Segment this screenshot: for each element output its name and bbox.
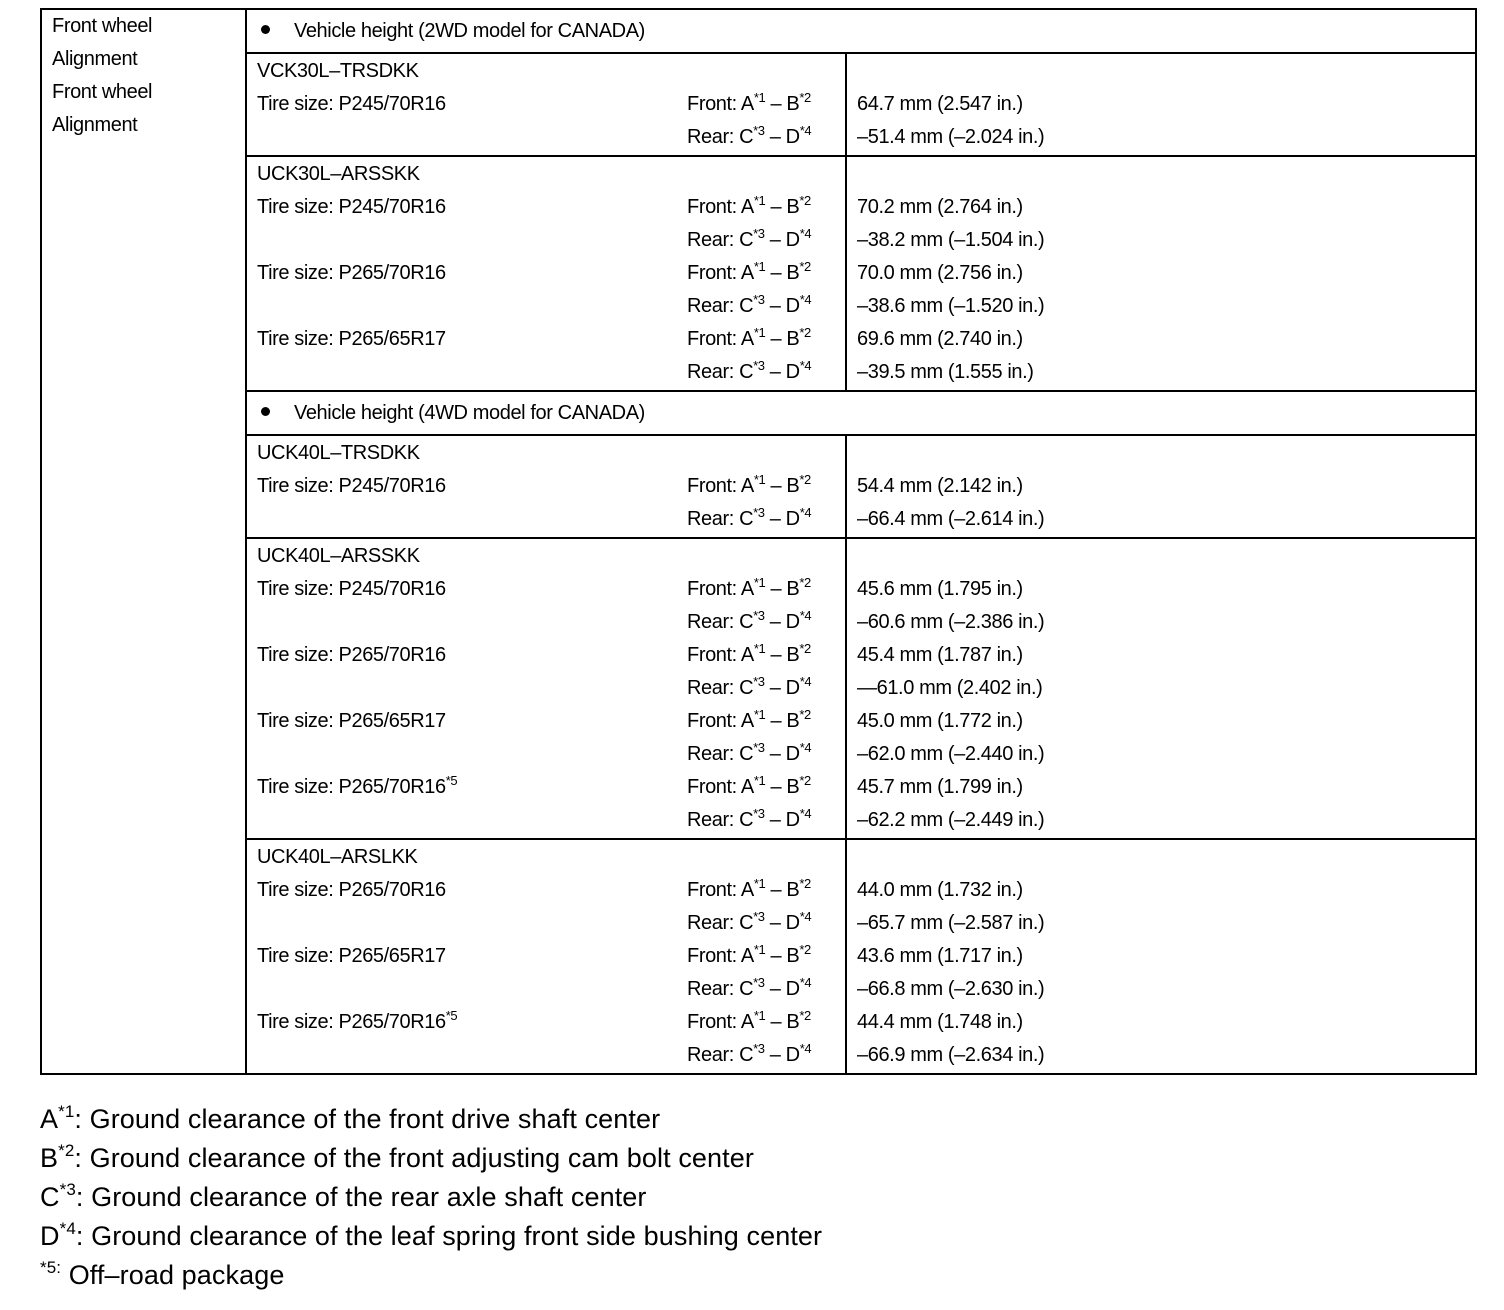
tire-size	[247, 88, 687, 121]
model-code-line	[247, 158, 845, 191]
rear-position-label	[687, 672, 845, 705]
front-position-label-text: – B	[765, 1011, 800, 1033]
model-spec-cell	[246, 538, 846, 839]
model-code: UCK30L–ARSSKK	[257, 163, 420, 185]
rear-position-label-sup: *3	[753, 806, 765, 821]
rear-position-label-sup: *4	[799, 1041, 812, 1056]
rear-position-label-sup: *3	[753, 123, 765, 138]
tire-spacer	[247, 290, 687, 323]
value-block	[847, 539, 1475, 838]
footnote-key: C	[40, 1182, 60, 1212]
footnote-item	[40, 1178, 822, 1217]
rear-line	[247, 907, 845, 940]
tire-size	[247, 874, 687, 907]
tire-size-sup: *5	[445, 1008, 458, 1023]
rear-position-label-sup: *4	[799, 740, 812, 755]
tire-size	[247, 191, 687, 224]
rear-position-label-text: – D	[764, 809, 800, 831]
front-value: 64.7 mm (2.547 in.)	[857, 93, 1023, 115]
tire-spacer	[247, 503, 687, 536]
rear-position-label-sup: *4	[799, 123, 812, 138]
bullet-icon	[261, 407, 270, 416]
rear-value: –66.8 mm (–2.630 in.)	[857, 978, 1045, 1000]
rear-position-label-sup: *4	[799, 806, 812, 821]
model-block	[247, 436, 845, 537]
bullet-icon	[261, 25, 270, 34]
footnote-item	[40, 1256, 822, 1295]
front-position-label-sup: *2	[799, 325, 811, 340]
front-line	[247, 771, 845, 804]
front-position-label-text: – B	[765, 710, 800, 732]
front-position-label-text: Front: A	[687, 710, 754, 732]
front-position-label-text: Front: A	[687, 262, 754, 284]
front-position-label-text: – B	[765, 262, 800, 284]
value-block	[847, 157, 1475, 390]
front-position-label-text: Front: A	[687, 945, 754, 967]
spacer-line	[847, 437, 1475, 470]
tire-size-text: Tire size: P265/70R16	[257, 879, 446, 901]
tire-spacer	[247, 224, 687, 257]
model-block	[247, 54, 845, 155]
value-cell	[846, 538, 1476, 839]
rear-position-label-text: – D	[764, 611, 800, 633]
model-code-line	[247, 437, 845, 470]
spacer-line	[847, 540, 1475, 573]
front-position-label-text: Front: A	[687, 776, 754, 798]
front-value: 45.7 mm (1.799 in.)	[857, 776, 1023, 798]
rear-line	[247, 738, 845, 771]
left-label-cell	[41, 9, 246, 1074]
front-position-label	[687, 771, 845, 804]
front-position-label	[687, 257, 845, 290]
footnote-text: : Ground clearance of the front drive shaft center	[74, 1104, 661, 1134]
rear-position-label-sup: *3	[753, 292, 765, 307]
value-cell	[846, 156, 1476, 391]
rear-position-label	[687, 356, 845, 389]
front-position-label-sup: *2	[799, 942, 811, 957]
rear-position-label-text: – D	[764, 978, 800, 1000]
section-heading	[246, 9, 1476, 53]
rear-position-label-text: – D	[764, 677, 800, 699]
front-position-label-text: Front: A	[687, 578, 754, 600]
footnote-key: D	[40, 1221, 60, 1251]
front-position-label-sup: *2	[799, 259, 811, 274]
front-position-label-text: – B	[765, 945, 800, 967]
front-value: 54.4 mm (2.142 in.)	[857, 475, 1023, 497]
rear-position-label-sup: *3	[753, 505, 765, 520]
rear-position-label	[687, 804, 845, 837]
left-label-line: Alignment	[52, 114, 138, 136]
model-code: UCK40L–ARSSKK	[257, 545, 420, 567]
rear-position-label-sup: *3	[753, 226, 765, 241]
tire-size-text: Tire size: P245/70R16	[257, 196, 446, 218]
model-row	[41, 839, 1476, 1074]
left-label-line: Front wheel	[52, 81, 153, 103]
front-position-label-sup: *1	[753, 193, 766, 208]
model-code: VCK30L–TRSDKK	[257, 60, 419, 82]
rear-position-label-text: Rear: C	[687, 809, 754, 831]
spacer-line	[847, 158, 1475, 191]
front-line	[247, 874, 845, 907]
tire-size	[247, 705, 687, 738]
rear-value: –62.2 mm (–2.449 in.)	[857, 809, 1045, 831]
front-line	[247, 88, 845, 121]
rear-value: –65.7 mm (–2.587 in.)	[857, 912, 1045, 934]
footnote-item	[40, 1139, 822, 1178]
rear-position-label-text: – D	[764, 229, 800, 251]
front-line	[247, 191, 845, 224]
model-spec-cell	[246, 839, 846, 1074]
tire-size-text: Tire size: P265/65R17	[257, 710, 446, 732]
rear-position-label-sup: *4	[799, 292, 812, 307]
rear-position-label-text: Rear: C	[687, 1044, 754, 1066]
front-position-label	[687, 470, 845, 503]
model-spec-cell	[246, 53, 846, 156]
section-heading-text: Vehicle height (4WD model for CANADA)	[294, 401, 645, 424]
front-position-label-text: Front: A	[687, 196, 754, 218]
value-block	[847, 54, 1475, 155]
rear-position-label	[687, 973, 845, 1006]
tire-spacer	[247, 121, 687, 154]
rear-value: –60.6 mm (–2.386 in.)	[857, 611, 1045, 633]
section-heading-row	[41, 391, 1476, 435]
model-code: UCK40L–TRSDKK	[257, 442, 420, 464]
rear-position-label	[687, 121, 845, 154]
model-spec-cell	[246, 156, 846, 391]
front-value: 69.6 mm (2.740 in.)	[857, 328, 1023, 350]
left-label-line: Alignment	[52, 48, 138, 70]
front-position-label-sup: *1	[753, 325, 766, 340]
front-position-label-sup: *1	[753, 1008, 766, 1023]
value-cell	[846, 53, 1476, 156]
front-position-label-text: Front: A	[687, 644, 754, 666]
front-line	[247, 705, 845, 738]
front-position-label-sup: *1	[753, 472, 766, 487]
rear-position-label-text: – D	[764, 1044, 800, 1066]
spacer-line	[847, 841, 1475, 874]
front-position-label-text: – B	[765, 196, 800, 218]
spacer-line	[847, 55, 1475, 88]
rear-value: –38.2 mm (–1.504 in.)	[857, 229, 1045, 251]
rear-position-label-sup: *4	[799, 505, 812, 520]
footnote-text: : Ground clearance of the rear axle shaft center	[75, 1182, 647, 1212]
rear-position-label-sup: *4	[799, 226, 812, 241]
front-position-label-sup: *1	[753, 942, 766, 957]
rear-position-label	[687, 290, 845, 323]
front-position-label-sup: *2	[799, 90, 811, 105]
front-line	[247, 470, 845, 503]
rear-position-label-text: Rear: C	[687, 508, 754, 530]
rear-position-label-sup: *4	[799, 909, 812, 924]
value-cell	[846, 435, 1476, 538]
rear-line	[247, 672, 845, 705]
rear-value: –51.4 mm (–2.024 in.)	[857, 126, 1045, 148]
tire-spacer	[247, 356, 687, 389]
rear-position-label-sup: *3	[753, 740, 765, 755]
model-code-line	[247, 55, 845, 88]
tire-size-text: Tire size: P265/70R16	[257, 1011, 446, 1033]
rear-line	[247, 356, 845, 389]
front-position-label-sup: *1	[753, 876, 766, 891]
footnote-text: : Ground clearance of the front adjusting cam bolt center	[74, 1143, 754, 1173]
front-value: 70.0 mm (2.756 in.)	[857, 262, 1023, 284]
model-block	[247, 539, 845, 838]
footnote-sup: *4	[59, 1219, 76, 1238]
tire-size-text: Tire size: P265/70R16	[257, 776, 446, 798]
rear-line	[247, 973, 845, 1006]
front-value: 44.0 mm (1.732 in.)	[857, 879, 1023, 901]
rear-position-label-text: Rear: C	[687, 743, 754, 765]
section-heading	[246, 391, 1476, 435]
front-line	[247, 940, 845, 973]
front-line	[247, 1006, 845, 1039]
rear-position-label	[687, 503, 845, 536]
rear-position-label-text: Rear: C	[687, 229, 754, 251]
rear-position-label	[687, 606, 845, 639]
front-position-label-text: Front: A	[687, 879, 754, 901]
front-position-label-sup: *2	[799, 193, 811, 208]
rear-line	[247, 1039, 845, 1072]
model-row	[41, 156, 1476, 391]
front-value: 45.0 mm (1.772 in.)	[857, 710, 1023, 732]
section-heading-text: Vehicle height (2WD model for CANADA)	[294, 19, 645, 42]
front-value: 70.2 mm (2.764 in.)	[857, 196, 1023, 218]
front-value: 45.6 mm (1.795 in.)	[857, 578, 1023, 600]
rear-position-label-text: Rear: C	[687, 361, 754, 383]
section-heading-row	[41, 9, 1476, 53]
rear-position-label	[687, 907, 845, 940]
model-block	[247, 840, 845, 1073]
tire-size-text: Tire size: P245/70R16	[257, 475, 446, 497]
rear-line	[247, 804, 845, 837]
rear-position-label	[687, 738, 845, 771]
tire-spacer	[247, 907, 687, 940]
rear-position-label-text: Rear: C	[687, 677, 754, 699]
front-position-label-sup: *2	[799, 472, 811, 487]
model-code-line	[247, 540, 845, 573]
tire-spacer	[247, 1039, 687, 1072]
footnote-text: : Ground clearance of the leaf spring front side bushing center	[75, 1221, 823, 1251]
rear-position-label-sup: *4	[799, 358, 812, 373]
tire-spacer	[247, 672, 687, 705]
spec-table-body	[41, 9, 1476, 1074]
front-position-label-sup: *1	[753, 773, 766, 788]
rear-line	[247, 121, 845, 154]
tire-size	[247, 257, 687, 290]
front-position-label-text: Front: A	[687, 1011, 754, 1033]
front-position-label-text: – B	[765, 879, 800, 901]
model-code-line	[247, 841, 845, 874]
footnote-sup: *1	[58, 1102, 75, 1121]
value-block	[847, 840, 1475, 1073]
front-position-label-text: – B	[765, 578, 800, 600]
model-row	[41, 435, 1476, 538]
front-value: 43.6 mm (1.717 in.)	[857, 945, 1023, 967]
front-position-label-sup: *2	[799, 575, 811, 590]
tire-size-text: Tire size: P245/70R16	[257, 578, 446, 600]
front-position-label	[687, 573, 845, 606]
rear-line	[247, 606, 845, 639]
model-row	[41, 538, 1476, 839]
front-line	[247, 323, 845, 356]
spec-table	[40, 8, 1477, 1075]
rear-position-label-text: – D	[764, 295, 800, 317]
tire-spacer	[247, 804, 687, 837]
rear-position-label	[687, 1039, 845, 1072]
tire-size	[247, 470, 687, 503]
tire-size	[247, 940, 687, 973]
front-position-label-sup: *2	[799, 707, 811, 722]
value-cell	[846, 839, 1476, 1074]
rear-value: –66.4 mm (–2.614 in.)	[857, 508, 1045, 530]
rear-position-label	[687, 224, 845, 257]
front-position-label-sup: *1	[753, 90, 766, 105]
tire-size	[247, 639, 687, 672]
tire-size-text: Tire size: P245/70R16	[257, 93, 446, 115]
rear-position-label-sup: *4	[799, 608, 812, 623]
rear-line	[247, 503, 845, 536]
rear-line	[247, 290, 845, 323]
tire-size	[247, 1006, 687, 1039]
rear-position-label-text: Rear: C	[687, 978, 754, 1000]
front-position-label-text: – B	[765, 93, 800, 115]
model-block	[247, 157, 845, 390]
rear-position-label-text: – D	[764, 508, 800, 530]
front-position-label	[687, 323, 845, 356]
value-block	[847, 436, 1475, 537]
tire-spacer	[247, 973, 687, 1006]
front-position-label-text: Front: A	[687, 475, 754, 497]
front-position-label	[687, 1006, 845, 1039]
rear-value: –39.5 mm (1.555 in.)	[857, 361, 1034, 383]
front-value: 45.4 mm (1.787 in.)	[857, 644, 1023, 666]
tire-size-text: Tire size: P265/65R17	[257, 328, 446, 350]
rear-position-label-sup: *3	[753, 674, 765, 689]
rear-line	[247, 224, 845, 257]
front-position-label-sup: *1	[753, 641, 766, 656]
rear-position-label-text: – D	[764, 912, 800, 934]
front-line	[247, 257, 845, 290]
footnote-sup: *2	[58, 1141, 75, 1160]
rear-position-label-sup: *3	[753, 358, 765, 373]
footnote-text: Off–road package	[61, 1260, 285, 1290]
rear-position-label-sup: *3	[753, 909, 765, 924]
model-code: UCK40L–ARSLKK	[257, 846, 418, 868]
rear-position-label-sup: *4	[799, 975, 812, 990]
rear-position-label-text: Rear: C	[687, 912, 754, 934]
front-position-label	[687, 874, 845, 907]
front-position-label-sup: *2	[799, 641, 811, 656]
rear-value: –38.6 mm (–1.520 in.)	[857, 295, 1045, 317]
front-position-label-sup: *2	[799, 773, 811, 788]
front-position-label	[687, 705, 845, 738]
front-position-label-sup: *1	[753, 707, 766, 722]
tire-size	[247, 771, 687, 804]
rear-position-label-text: – D	[764, 743, 800, 765]
rear-position-label-text: – D	[764, 126, 800, 148]
front-position-label-sup: *1	[753, 575, 766, 590]
tire-spacer	[247, 606, 687, 639]
front-line	[247, 573, 845, 606]
front-position-label-sup: *1	[753, 259, 766, 274]
footnote-sup: *3	[59, 1180, 76, 1199]
front-position-label-text: – B	[765, 475, 800, 497]
rear-position-label-text: Rear: C	[687, 295, 754, 317]
tire-size	[247, 573, 687, 606]
front-position-label-text: – B	[765, 644, 800, 666]
front-value: 44.4 mm (1.748 in.)	[857, 1011, 1023, 1033]
footnote-sup: *5:	[40, 1258, 62, 1277]
rear-value: –66.9 mm (–2.634 in.)	[857, 1044, 1045, 1066]
front-line	[247, 639, 845, 672]
front-position-label-text: – B	[765, 776, 800, 798]
front-position-label-text: Front: A	[687, 93, 754, 115]
model-spec-cell	[246, 435, 846, 538]
tire-spacer	[247, 738, 687, 771]
front-position-label	[687, 639, 845, 672]
left-label-line: Front wheel	[52, 15, 153, 37]
rear-position-label-sup: *3	[753, 608, 765, 623]
tire-size-text: Tire size: P265/70R16	[257, 644, 446, 666]
rear-position-label-text: Rear: C	[687, 611, 754, 633]
footnote-item	[40, 1100, 822, 1139]
rear-value: –62.0 mm (–2.440 in.)	[857, 743, 1045, 765]
tire-size-text: Tire size: P265/70R16	[257, 262, 446, 284]
front-position-label-sup: *2	[799, 876, 811, 891]
front-position-label-text: – B	[765, 328, 800, 350]
front-position-label-text: Front: A	[687, 328, 754, 350]
footnote-key: A	[40, 1104, 59, 1134]
tire-size-sup: *5	[445, 773, 458, 788]
rear-position-label-sup: *4	[799, 674, 812, 689]
model-row	[41, 53, 1476, 156]
rear-position-label-sup: *3	[753, 1041, 765, 1056]
footnote-item	[40, 1217, 822, 1256]
rear-position-label-text: Rear: C	[687, 126, 754, 148]
tire-size	[247, 323, 687, 356]
front-position-label	[687, 88, 845, 121]
footnote-legend	[40, 1100, 822, 1295]
footnote-key: B	[40, 1143, 59, 1173]
rear-position-label-text: – D	[764, 361, 800, 383]
front-position-label	[687, 940, 845, 973]
rear-position-label-sup: *3	[753, 975, 765, 990]
front-position-label	[687, 191, 845, 224]
tire-size-text: Tire size: P265/65R17	[257, 945, 446, 967]
rear-value: —61.0 mm (2.402 in.)	[857, 677, 1043, 699]
front-position-label-sup: *2	[799, 1008, 811, 1023]
